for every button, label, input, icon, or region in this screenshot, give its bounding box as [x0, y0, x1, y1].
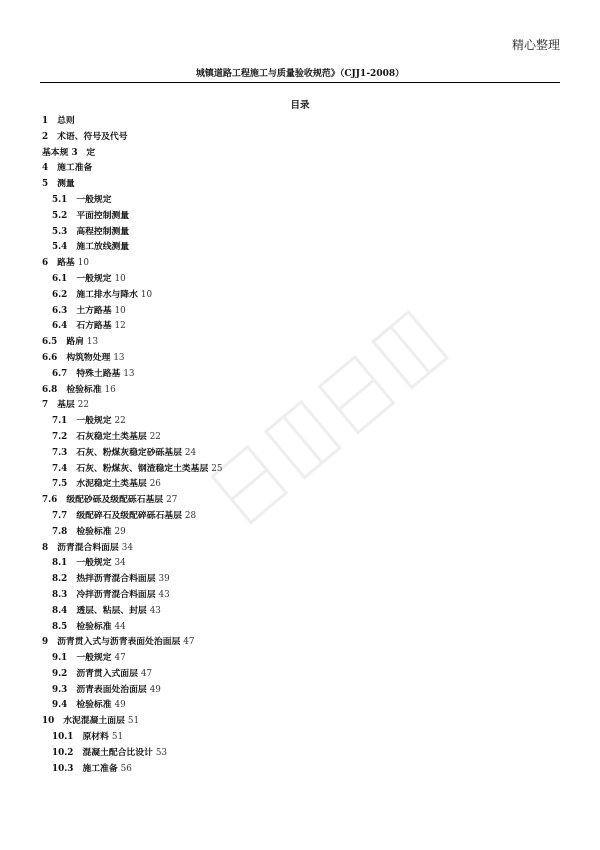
toc-entry-number: 8.5: [52, 621, 68, 632]
toc-entry: [42, 525, 562, 541]
toc-entry-title: 构筑物处理: [66, 352, 111, 363]
toc-entry-page: 39: [158, 574, 170, 585]
toc-entry-title: 石灰、粉煤灰、钢渣稳定土类基层: [76, 463, 209, 474]
toc-entry-title: 石方路基: [76, 321, 112, 332]
toc-entry-title: 级配砂砾及级配砾石基层: [66, 495, 164, 506]
toc-entry-title: 高程控制测量: [76, 226, 130, 237]
toc-entry-number: 9.4: [52, 700, 68, 711]
toc-entry: [42, 398, 562, 414]
toc-entry-page: 51: [127, 716, 140, 727]
toc-entry: [42, 462, 562, 478]
toc-entry-title: 路肩: [66, 337, 84, 348]
toc-entry-number: 7.3: [52, 447, 68, 458]
toc-entry-number: 6.1: [52, 273, 68, 284]
document-header: 城镇道路工程施工与质量验收规范》（CJJ1-2008）: [40, 66, 560, 83]
toc-entry-number: 7: [42, 400, 49, 411]
toc-entry: [42, 620, 562, 636]
toc-entry-number: 10.2: [52, 747, 74, 758]
toc-entry-page: 22: [114, 416, 126, 427]
toc-entry: [42, 161, 562, 177]
toc-entry-title: 基层: [57, 400, 75, 411]
toc-entry-title: 平面控制测量: [76, 210, 130, 221]
toc-entry-page: 16: [104, 384, 116, 395]
toc-entry-title: 检验标准: [66, 384, 102, 395]
toc-entry-title: 沥青混合料面层: [57, 542, 119, 553]
page-corner-label: 精心整理: [511, 38, 560, 52]
toc-entry-number: 5.1: [52, 194, 68, 205]
toc-entry-number: 5.4: [52, 242, 68, 253]
toc-entry-number: 6: [42, 258, 49, 269]
toc-entry-title: 检验标准: [76, 700, 112, 711]
toc-entry-page: 47: [140, 668, 153, 679]
toc-entry: [42, 114, 562, 130]
toc-entry-title: 检验标准: [76, 526, 112, 537]
toc-entry-page: 10: [140, 289, 153, 300]
toc-entry: [42, 177, 562, 193]
toc-entry-number: 8.2: [52, 574, 68, 585]
toc-entry-page: 44: [114, 621, 126, 632]
toc-entry-title: 测量: [57, 179, 75, 190]
toc-entry-page: 10: [114, 273, 126, 284]
toc-entry-title: 一般规定: [76, 273, 112, 284]
toc-entry-title: 术语、符号及代号: [57, 131, 128, 142]
toc-entry-page: 47: [183, 637, 195, 648]
toc-entry-number: 1: [42, 116, 49, 126]
toc-entry: [42, 351, 562, 367]
toc-entry: [42, 651, 562, 667]
toc-entry-number: 7.1: [52, 416, 68, 427]
toc-entry-title: 施工准备: [82, 763, 118, 774]
toc-entry: [42, 225, 562, 241]
toc-entry: [42, 477, 562, 493]
toc-entry: [42, 430, 562, 446]
toc-entry-page: 13: [123, 368, 135, 379]
toc-entry-page: 26: [149, 479, 161, 490]
toc-entry-page: 56: [120, 763, 132, 774]
toc-entry-page: 43: [158, 589, 170, 600]
toc-entry-number: 9.3: [52, 684, 68, 695]
toc-entry: [42, 414, 562, 430]
toc-entry: [42, 367, 562, 383]
toc-entry-title: 原材料: [82, 732, 109, 743]
toc-entry-page: 13: [86, 337, 99, 348]
toc-entry-number: 7.6: [42, 495, 58, 506]
toc-entry-title: 总则: [57, 116, 75, 126]
toc-entry-page: 53: [155, 747, 168, 758]
toc-entry-number: 5.3: [52, 226, 68, 237]
toc-entry-title: 沥青贯入式与沥青表面处治面层: [57, 637, 181, 648]
toc-entry: [42, 446, 562, 462]
toc-entry-title: 水泥稳定土类基层: [76, 479, 147, 490]
toc-entry-number: 9: [42, 637, 49, 648]
toc-entry-title: 一般规定: [76, 416, 112, 427]
toc-entry: [42, 288, 562, 304]
toc-entry-page: 34: [114, 558, 126, 569]
toc-entry: [42, 319, 562, 335]
toc-entry-page: 13: [113, 352, 125, 363]
toc-entry: [42, 493, 562, 509]
toc-entry: [42, 572, 562, 588]
toc-entry-number: 6.7: [52, 368, 68, 379]
toc-entry: [42, 730, 562, 746]
toc-entry-title: 级配碎石及级配碎砾石基层: [76, 510, 182, 521]
toc-entry-number: 10: [42, 716, 55, 727]
toc-entry: [42, 209, 562, 225]
toc-entry-number: 8: [42, 542, 49, 553]
toc-entry-page: 29: [114, 526, 126, 537]
toc-entry-number: 5: [42, 179, 49, 190]
toc-entry: [42, 335, 562, 351]
toc-entry-title: 石灰、粉煤灰稳定砂砾基层: [76, 447, 182, 458]
toc-entry-number: 6.3: [52, 305, 68, 316]
toc-entry-title: 沥青贯入式面层: [76, 668, 138, 679]
toc-list: [42, 114, 562, 777]
toc-entry-title: 一般规定: [76, 558, 112, 569]
toc-entry-title: 透层、粘层、封层: [76, 605, 147, 616]
toc-entry-page: 10: [114, 305, 126, 316]
toc-entry: [42, 256, 562, 272]
toc-entry-title: 施工准备: [57, 163, 93, 174]
toc-entry-page: 10: [77, 258, 89, 269]
toc-entry: [42, 667, 562, 683]
toc-entry-title: 路基: [57, 258, 75, 269]
toc-entry-page: 51: [111, 732, 124, 743]
toc-entry-number: 7.7: [52, 510, 68, 521]
toc-entry-page: 34: [121, 542, 133, 553]
toc-entry-page: 22: [77, 400, 89, 411]
toc-entry: [42, 683, 562, 699]
toc-entry-title: 检验标准: [76, 621, 112, 632]
toc-entry-page: 43: [149, 605, 161, 616]
toc-entry-page: 24: [184, 447, 197, 458]
toc-entry-title: 石灰稳定土类基层: [76, 431, 147, 442]
toc-entry-title: 冷拌沥青混合料面层: [76, 589, 156, 600]
toc-entry: [42, 130, 562, 146]
toc-entry: [42, 541, 562, 557]
toc-entry-number: 10.3: [52, 763, 74, 774]
toc-entry-number: 8.3: [52, 589, 68, 600]
toc-entry-number: 9.1: [52, 653, 68, 664]
toc-entry-number: 6.2: [52, 289, 68, 300]
toc-entry-page: 49: [149, 684, 161, 695]
toc-entry-page: 47: [114, 653, 126, 664]
toc-entry-number: 6.6: [42, 352, 58, 363]
toc-entry-title: 施工放线测量: [76, 242, 130, 253]
toc-entry: [42, 604, 562, 620]
toc-entry-title: 一般规定: [76, 194, 112, 205]
toc-entry: [42, 746, 562, 762]
toc-entry: [42, 635, 562, 651]
toc-entry-page: 22: [149, 431, 161, 442]
toc-entry-number: 7.5: [52, 479, 68, 490]
toc-entry-number: 7.8: [52, 526, 68, 537]
toc-entry-number: 6.5: [42, 337, 58, 348]
toc-entry-page: 12: [114, 321, 126, 332]
toc-entry: [42, 556, 562, 572]
toc-entry-page: 28: [184, 510, 197, 521]
toc-entry-title: 土方路基: [76, 305, 112, 316]
toc-entry-number: 7.2: [52, 431, 68, 442]
toc-entry: [42, 304, 562, 320]
toc-title: 目录: [290, 100, 310, 111]
toc-entry-title: 热拌沥青混合料面层: [76, 574, 156, 585]
toc-entry: [42, 698, 562, 714]
toc-entry-title: 一般规定: [76, 653, 112, 664]
toc-entry: [42, 272, 562, 288]
toc-entry: [42, 240, 562, 256]
toc-entry-number: 10.1: [52, 732, 74, 743]
toc-entry-number: 5.2: [52, 210, 68, 221]
toc-entry-number: 4: [42, 163, 49, 174]
toc-entry-page: 49: [114, 700, 126, 711]
toc-entry: [42, 509, 562, 525]
toc-entry-page: 27: [166, 495, 178, 506]
toc-entry: [42, 383, 562, 399]
toc-entry: [42, 193, 562, 209]
toc-entry: [42, 146, 562, 162]
toc-entry-number: 8.4: [52, 605, 68, 616]
toc-entry-number: 8.1: [52, 558, 68, 569]
toc-entry-number: 9.2: [52, 668, 68, 679]
toc-entry-number: 2: [42, 131, 49, 142]
toc-entry-page: 25: [211, 463, 223, 474]
toc-entry: [42, 762, 562, 778]
toc-entry-number: 6.8: [42, 384, 58, 395]
toc-entry-number: 6.4: [52, 321, 68, 332]
toc-entry-title: 沥青表面处治面层: [76, 684, 147, 695]
toc-entry: [42, 714, 562, 730]
toc-entry-number: 7.4: [52, 463, 68, 474]
toc-entry-title: 混凝土配合比设计: [82, 747, 153, 758]
toc-entry: [42, 588, 562, 604]
toc-entry-title: 施工排水与降水: [76, 289, 138, 300]
toc-entry-title: 特殊土路基: [76, 368, 121, 379]
toc-entry-title: 基本规 3 定: [42, 147, 96, 158]
toc-entry-title: 水泥混凝土面层: [63, 716, 125, 727]
